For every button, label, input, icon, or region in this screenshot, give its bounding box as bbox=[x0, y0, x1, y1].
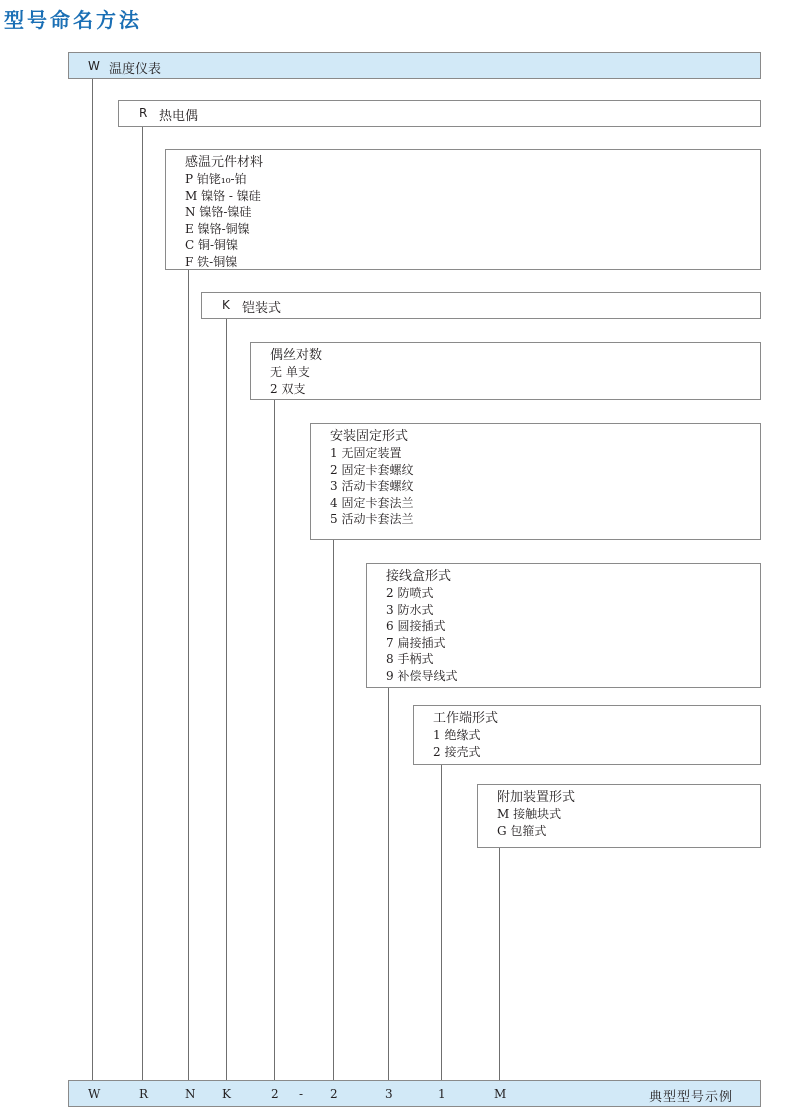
connector-line-3 bbox=[388, 687, 389, 1080]
example-code-accessory: M bbox=[494, 1087, 507, 1101]
thermocouple-code: R bbox=[139, 106, 148, 120]
mounting-title: 安装固定形式 bbox=[330, 429, 409, 444]
junction-item: 7 扁接插式 bbox=[386, 635, 446, 650]
junction-item: 9 补偿导线式 bbox=[386, 668, 458, 683]
junction-item: 8 手柄式 bbox=[386, 652, 434, 667]
mounting-item: 2 固定卡套螺纹 bbox=[330, 462, 414, 477]
example-code-pairs: 2 bbox=[271, 1087, 279, 1101]
mounting-item: 5 活动卡套法兰 bbox=[330, 512, 414, 527]
sensor-material-box bbox=[165, 149, 761, 270]
example-model-label: 典型型号示例 bbox=[649, 1090, 734, 1105]
pairs-item: 无 单支 bbox=[270, 365, 310, 379]
example-code-junction: 3 bbox=[385, 1087, 393, 1101]
accessory-title: 附加装置形式 bbox=[497, 790, 576, 805]
thermocouple-label: 热电偶 bbox=[159, 109, 199, 124]
example-code-workend: 1 bbox=[438, 1087, 446, 1101]
armored-label: 铠装式 bbox=[242, 301, 282, 316]
example-model-band bbox=[68, 1080, 761, 1107]
connector-line-2a bbox=[274, 399, 275, 1080]
thermocouple-box bbox=[118, 100, 761, 127]
connector-line-1 bbox=[441, 764, 442, 1080]
connector-line-m bbox=[499, 847, 500, 1080]
connector-line-n bbox=[188, 269, 189, 1080]
workend-item: 1 绝缘式 bbox=[433, 728, 481, 742]
connector-line-r bbox=[142, 126, 143, 1080]
example-code-n: N bbox=[185, 1087, 196, 1101]
connector-line-w bbox=[92, 79, 93, 1080]
top-code: W bbox=[88, 59, 100, 73]
mounting-item: 4 固定卡套法兰 bbox=[330, 495, 414, 510]
example-code-dash: - bbox=[299, 1087, 304, 1101]
armored-box bbox=[201, 292, 761, 319]
pairs-item: 2 双支 bbox=[270, 381, 306, 396]
working-end-box bbox=[413, 705, 761, 765]
accessory-item: G 包箍式 bbox=[497, 823, 547, 838]
example-code-w: W bbox=[88, 1087, 101, 1101]
example-code-k: K bbox=[222, 1087, 231, 1101]
armored-code: K bbox=[222, 298, 230, 312]
workend-item: 2 接壳式 bbox=[433, 744, 481, 759]
connector-line-2b bbox=[333, 539, 334, 1080]
junction-item: 2 防喷式 bbox=[386, 586, 434, 600]
top-band-temperature-instrument bbox=[68, 52, 761, 79]
example-code-mounting: 2 bbox=[330, 1087, 338, 1101]
page-title: 型号命名方法 bbox=[4, 8, 142, 32]
example-code-r: R bbox=[139, 1087, 149, 1101]
junction-box-type-box bbox=[366, 563, 761, 688]
accessory-box bbox=[477, 784, 761, 848]
mounting-item: 3 活动卡套螺纹 bbox=[330, 479, 414, 494]
material-item: M 镍铬 - 镍硅 bbox=[185, 188, 261, 203]
mounting-box bbox=[310, 423, 761, 540]
workend-title: 工作端形式 bbox=[433, 711, 499, 726]
junction-item: 6 圆接插式 bbox=[386, 619, 446, 634]
material-item: P 铂铑₁₀-铂 bbox=[185, 172, 247, 186]
connector-line-k bbox=[226, 319, 227, 1080]
junction-item: 3 防水式 bbox=[386, 602, 434, 617]
accessory-item: M 接触块式 bbox=[497, 807, 562, 821]
material-item: N 镍铬-镍硅 bbox=[185, 205, 252, 220]
wire-pairs-box bbox=[250, 342, 761, 400]
material-item: E 镍铬-铜镍 bbox=[185, 221, 250, 236]
wire-pairs-title: 偶丝对数 bbox=[270, 348, 323, 363]
sensor-material-title: 感温元件材料 bbox=[185, 155, 264, 170]
mounting-item: 1 无固定装置 bbox=[330, 446, 402, 460]
top-label: 温度仪表 bbox=[109, 62, 162, 77]
junction-title: 接线盒形式 bbox=[386, 569, 452, 584]
material-item: F 铁-铜镍 bbox=[185, 254, 238, 269]
material-item: C 铜-铜镍 bbox=[185, 238, 239, 253]
